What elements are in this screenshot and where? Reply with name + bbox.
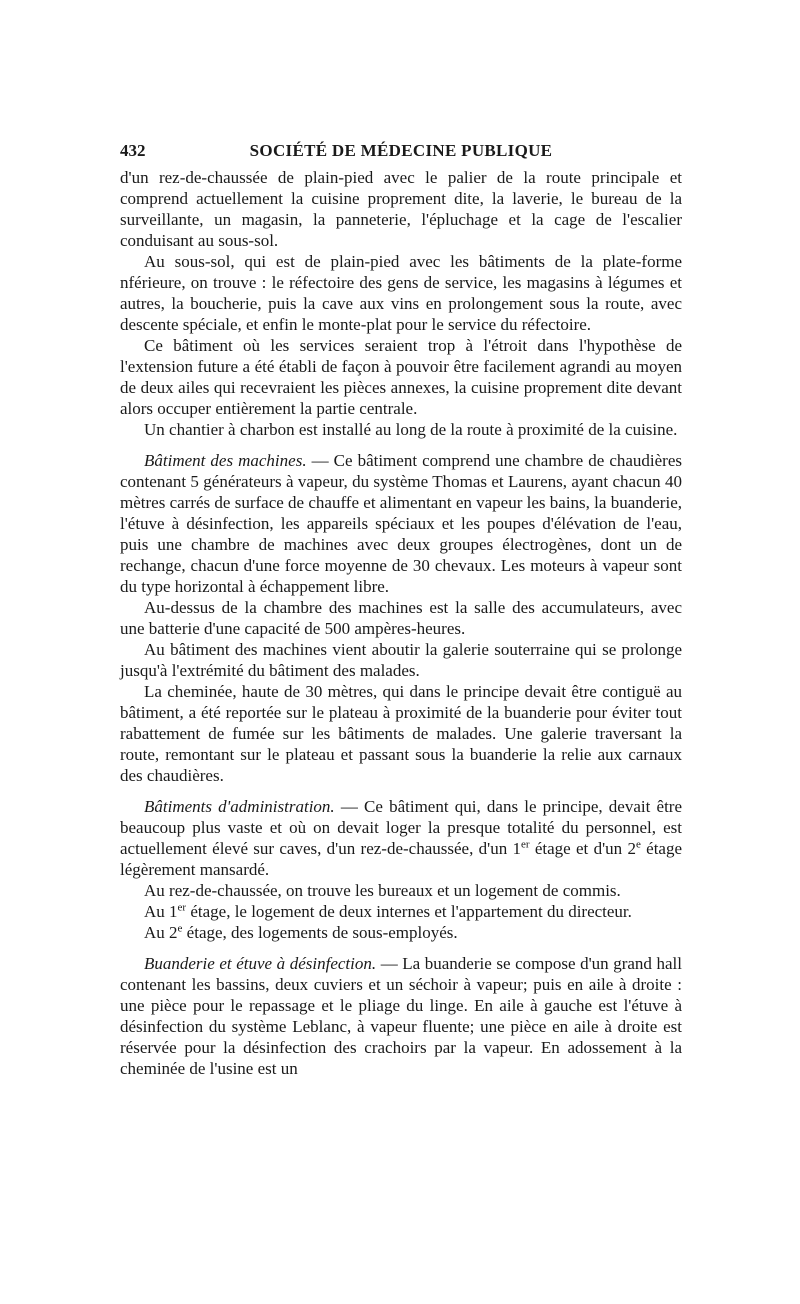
paragraph-extension: Ce bâtiment où les services seraient trop à l'étroit dans l'hypothèse de l'extension future a été établi de façon à pouvoir être facilement agrandi au moyen de deux ailes qui recevraient les pièces annexes, la cuisine proprement dite devant alors occuper entièrement la partie centrale. <box>120 336 682 418</box>
paragraph-text: étage légèrement mansardé. <box>120 839 683 879</box>
ordinal-suffix: er <box>177 901 187 914</box>
paragraph-kitchen-ground-floor: d'un rez-de-chaussée de plain-pied avec le palier de la route principale et comprend actuellement la cuisine proprement dite, la laverie, le bureau de la surveillante, un magasin, la panneterie, l'épluchage et la cage de l'escalier conduisant au sous-sol. <box>120 168 682 250</box>
section-heading-laundry: Buanderie et étuve à désinfection. <box>144 954 377 973</box>
paragraph-second-floor <box>120 922 682 943</box>
paragraph-text: — Ce bâtiment comprend une chambre de chaudières contenant 5 générateurs à vapeur, du système Thomas et Laurens, ayant chacun 40 mètres carrés de surface de chauffe et alimentant en vapeur les bains, la buanderie, l'étuve à désinfection, les appareils spéciaux et les poupes d'élévation de l'eau, puis une chambre de machines avec deux groupes électrogènes, dont un de rechange, chacun d'une force moyenne de 30 chevaux. Les moteurs à vapeur sont du type horizontal à échappement libre. <box>120 451 683 596</box>
section-heading-administration: Bâtiments d'administration. <box>144 797 335 816</box>
paragraph-text: étage et d'un <box>529 839 628 858</box>
running-title: SOCIÉTÉ DE MÉDECINE PUBLIQUE <box>249 141 553 160</box>
ordinal-number: 2 <box>627 839 636 858</box>
book-page <box>120 140 682 1079</box>
paragraph-administration <box>120 796 682 880</box>
paragraph-text: étage, des logements de sous-employés. <box>182 923 458 942</box>
paragraph-text: — La buanderie se compose d'un grand hall contenant les bassins, deux cuviers et un séchoir à vapeur; puis en aile à droite : une pièce pour le repassage et le pliage du linge. En aile à gauche est l'étuve à désinfection du système Leblanc, à vapeur fluente; une pièce en aile à droite est réservée pour la désinfection des crachoirs par la vapeur. En adossement à la cheminée de l'usine est un <box>120 954 682 1078</box>
paragraph-text: — Ce bâtiment qui, dans le principe, devait être beaucoup plus vaste et où on devait loger la presque totalité du personnel, est actuellement élevé sur caves, d'un rez-de-chaussée, d'un <box>120 797 682 858</box>
paragraph-coal-yard: Un chantier à charbon est installé au long de la route à proximité de la cuisine. <box>144 420 678 439</box>
section-heading-machines: Bâtiment des machines. <box>144 451 307 470</box>
paragraph-text: Au <box>144 902 170 921</box>
ordinal-suffix: e <box>635 838 641 851</box>
paragraph-machine-building <box>120 450 682 597</box>
paragraph-accumulators: Au-dessus de la chambre des machines est la salle des accumulateurs, avec une batterie d'une capacité de 500 ampères-heures. <box>120 598 682 638</box>
paragraph-chimney: La cheminée, haute de 30 mètres, qui dans le principe devait être contiguë au bâtiment, a été reportée sur le plateau à proximité de la buanderie pour éviter tout rabattement de fumée sur les bâtiments de malades. Une galerie traversant la route, remontant sur le plateau et passant sous la buanderie la relie aux carnaux des chaudières. <box>120 682 682 785</box>
paragraph-basement: Au sous-sol, qui est de plain-pied avec les bâtiments de la plate-forme nférieure, on trouve : le réfectoire des gens de service, les magasins à légumes et autres, la boucherie, puis la cave aux vins en prolongement sous la route, avec descente spéciale, et enfin le monte-plat pour le service du réfectoire. <box>120 252 682 334</box>
ordinal-suffix: e <box>177 922 183 935</box>
paragraph-ground-floor-offices: Au rez-de-chaussée, on trouve les bureaux et un logement de commis. <box>144 881 621 900</box>
ordinal-suffix: er <box>521 838 530 851</box>
ordinal-number: 1 <box>169 902 178 921</box>
running-header <box>120 140 682 161</box>
ordinal-number: 1 <box>512 839 521 858</box>
paragraph-first-floor <box>120 901 682 922</box>
paragraph-underground-gallery: Au bâtiment des machines vient aboutir la galerie souterraine qui se prolonge jusqu'à l'extrémité du bâtiment des malades. <box>120 640 682 680</box>
page-number: 432 <box>120 141 146 160</box>
ordinal-number: 2 <box>169 923 178 942</box>
paragraph-laundry <box>120 953 682 1079</box>
paragraph-text: Au <box>144 923 170 942</box>
paragraph-text: étage, le logement de deux internes et l'appartement du directeur. <box>186 902 632 921</box>
